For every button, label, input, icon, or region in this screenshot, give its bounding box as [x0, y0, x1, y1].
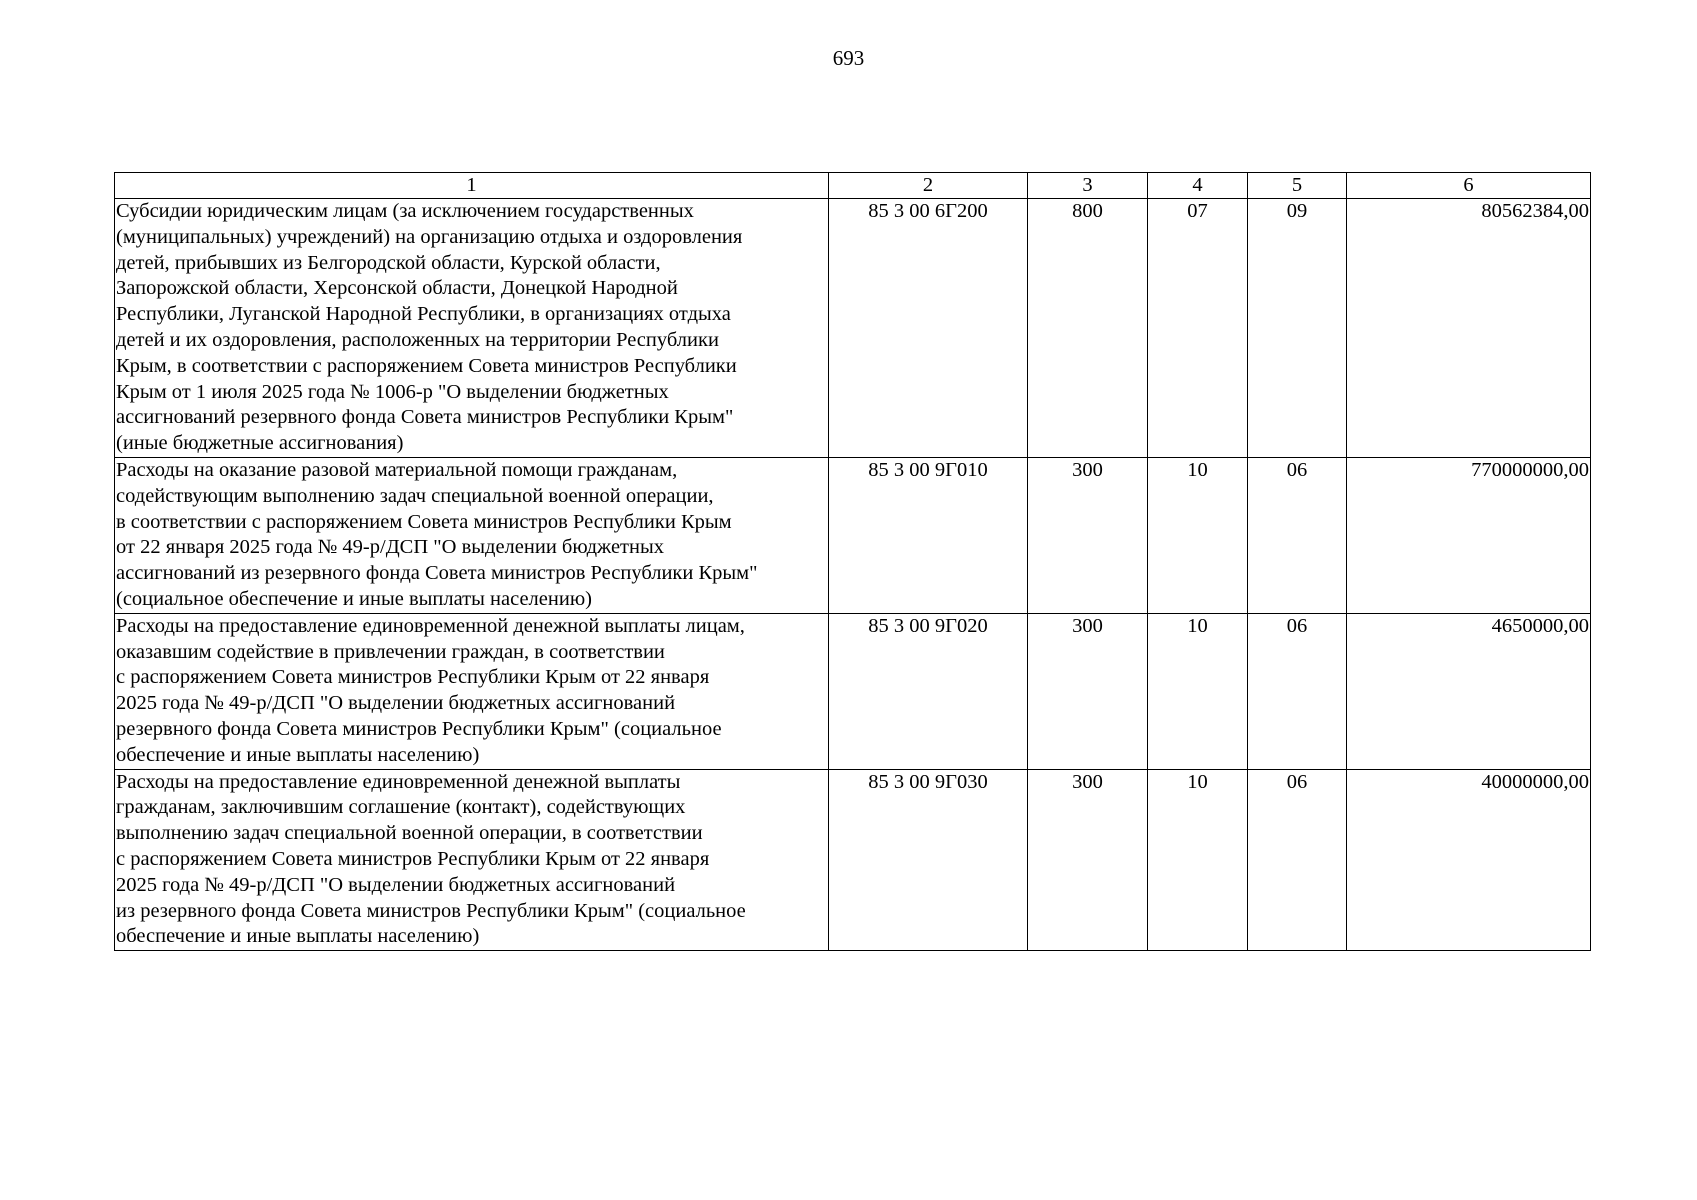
table-row [115, 199, 1591, 458]
row-target-code: 85 3 00 6Г200 [829, 199, 1028, 458]
row-description: Субсидии юридическим лицам (за исключением государственных (муниципальных) учреждений) на организацию отдыха и оздоровления детей, прибывших из Белгородской области, Курской области, Запорожской области, Херсонской области, Донецкой Народной Республики, Луганской Народной Республики, в организациях отдыха детей и их оздоровления, расположенных на территории Республики Крым, в соответствии с распоряжением Совета министров Республики Крым от 1 июля 2025 года № 1006-р "О выделении бюджетных ассигнований резервного фонда Совета министров Республики Крым" (иные бюджетные ассигнования) [115, 199, 829, 458]
row-subsection: 06 [1248, 613, 1347, 769]
page-number: 693 [832, 46, 865, 70]
header-col-3: 3 [1028, 173, 1148, 199]
row-expense-type: 800 [1028, 199, 1148, 458]
row-section: 10 [1148, 769, 1248, 951]
header-col-2: 2 [829, 173, 1028, 199]
table-row [115, 769, 1591, 951]
row-description: Расходы на предоставление единовременной денежной выплаты гражданам, заключившим соглашение (контакт), содействующих выполнению задач специальной военной операции, в соответствии с распоряжением Совета министров Республики Крым от 22 января 2025 года № 49-р/ДСП "О выделении бюджетных ассигнований из резервного фонда Совета министров Республики Крым" (социальное обеспечение и иные выплаты населению) [115, 769, 829, 951]
row-section: 07 [1148, 199, 1248, 458]
row-expense-type: 300 [1028, 613, 1148, 769]
header-col-4: 4 [1148, 173, 1248, 199]
row-target-code: 85 3 00 9Г030 [829, 769, 1028, 951]
row-expense-type: 300 [1028, 457, 1148, 613]
row-subsection: 06 [1248, 769, 1347, 951]
header-col-5: 5 [1248, 173, 1347, 199]
table-row [115, 613, 1591, 769]
table-row [115, 457, 1591, 613]
row-target-code: 85 3 00 9Г020 [829, 613, 1028, 769]
header-col-6: 6 [1347, 173, 1591, 199]
budget-table [114, 172, 1591, 951]
row-description: Расходы на предоставление единовременной денежной выплаты лицам, оказавшим содействие в привлечении граждан, в соответствии с распоряжением Совета министров Республики Крым от 22 января 2025 года № 49-р/ДСП "О выделении бюджетных ассигнований резервного фонда Совета министров Республики Крым" (социальное обеспечение и иные выплаты населению) [115, 613, 829, 769]
row-subsection: 06 [1248, 457, 1347, 613]
row-amount: 40000000,00 [1347, 769, 1591, 951]
row-amount: 4650000,00 [1347, 613, 1591, 769]
row-description: Расходы на оказание разовой материальной помощи гражданам, содействующим выполнению задач специальной военной операции, в соответствии с распоряжением Совета министров Республики Крым от 22 января 2025 года № 49-р/ДСП "О выделении бюджетных ассигнований из резервного фонда Совета министров Республики Крым" (социальное обеспечение и иные выплаты населению) [115, 457, 829, 613]
row-section: 10 [1148, 613, 1248, 769]
row-target-code: 85 3 00 9Г010 [829, 457, 1028, 613]
row-section: 10 [1148, 457, 1248, 613]
row-expense-type: 300 [1028, 769, 1148, 951]
row-subsection: 09 [1248, 199, 1347, 458]
header-col-1: 1 [115, 173, 829, 199]
row-amount: 770000000,00 [1347, 457, 1591, 613]
row-amount: 80562384,00 [1347, 199, 1591, 458]
table-header-row [115, 173, 1591, 199]
